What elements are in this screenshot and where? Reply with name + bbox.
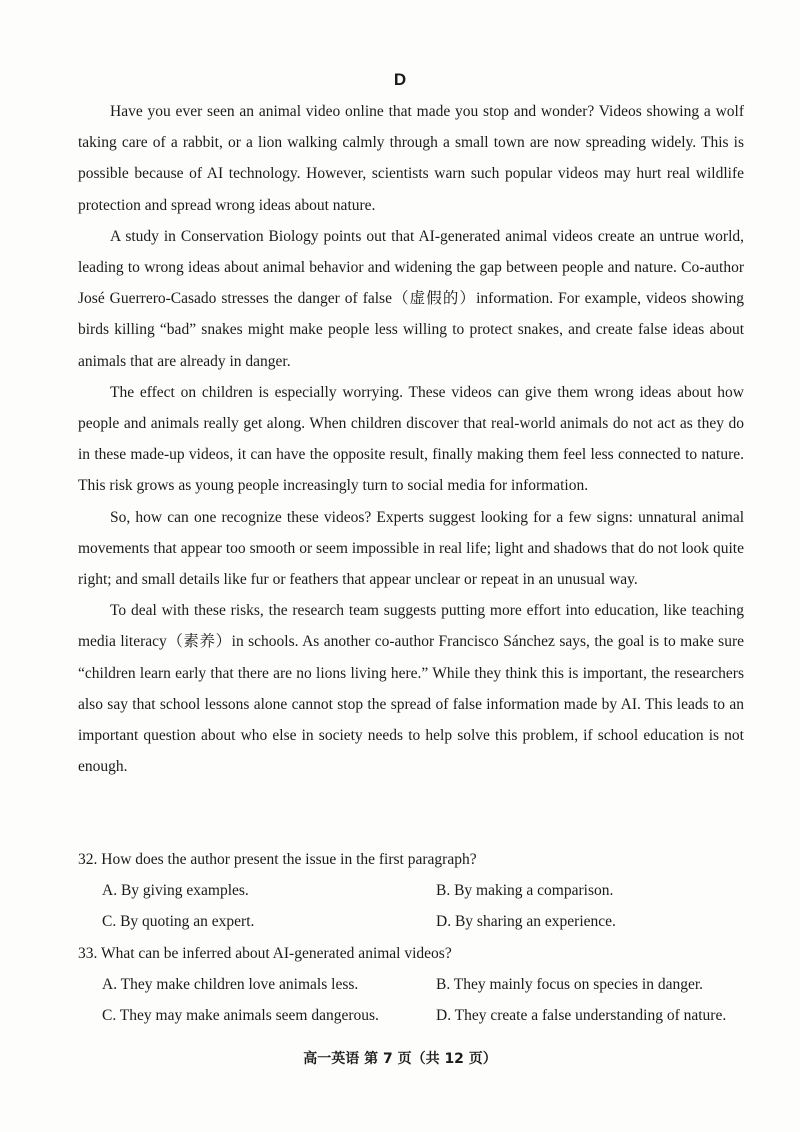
paragraph-2: A study in Conservation Biology points out that AI-generated animal videos create an untrue world, leading to wrong ideas about animal behavior and widening the gap between people and nature. Co-author José Guerrero-Casado stresses the danger of false（虚假的）information. For example, videos showing birds killing “bad” snakes might make people less willing to protect snakes, and create false ideas about animals that are already in danger.: [78, 227, 744, 370]
option-b: B. They mainly focus on species in danger.: [436, 975, 704, 993]
question-list: [78, 844, 758, 1031]
answer-options: [102, 875, 758, 937]
paragraph-1: Have you ever seen an animal video online that made you stop and wonder? Videos showing a wolf taking care of a rabbit, or a lion walking calmly through a small town are now spreading widely. This is possible because of AI technology. However, scientists warn such popular videos may hurt real wildlife protection and spread wrong ideas about nature.: [78, 103, 744, 214]
reading-passage: [78, 96, 744, 782]
paragraph-5: To deal with these risks, the research team suggests putting more effort into education, like teaching media literacy（素养）in schools. As another co-author Francisco Sánchez says, the goal is to make sure “children learn early that there are no lions living here.” While they think this is important, the researchers also say that school lessons alone cannot stop the spread of false information made by AI. This leads to an important question about who else in society needs to help solve this problem, if school education is not enough.: [78, 602, 744, 776]
question-stem: 32. How does the author present the issue in the first paragraph?: [78, 851, 477, 868]
answer-options: [102, 969, 758, 1031]
question-32: [78, 844, 758, 938]
option-b: B. By making a comparison.: [436, 882, 614, 900]
option-a: A. By giving examples.: [102, 882, 249, 900]
paragraph-3: The effect on children is especially worrying. These videos can give them wrong ideas about how people and animals really get along. When children discover that real-world animals do not act as they do in these made-up videos, it can have the opposite result, finally making them feel less connected to nature. This risk grows as young people increasingly turn to social media for information.: [78, 383, 744, 495]
option-c: C. By quoting an expert.: [102, 913, 255, 931]
section-letter: D: [393, 70, 407, 89]
paragraph-4: So, how can one recognize these videos? Experts suggest looking for a few signs: unnatural animal movements that appear too smooth or seem impossible in real life; light and shadows that do not look quite right; and small details like fur or feathers that appear unclear or repeat in an unusual way.: [78, 508, 744, 589]
option-a: A. They make children love animals less.: [102, 975, 359, 993]
question-stem: 33. What can be inferred about AI-generated animal videos?: [78, 944, 452, 962]
option-c: C. They may make animals seem dangerous.: [102, 1007, 379, 1025]
page-footer: 高一英语 第 7 页（共 12 页）: [303, 1051, 497, 1067]
option-d: D. By sharing an experience.: [436, 913, 616, 931]
option-d: D. They create a false understanding of nature.: [436, 1007, 727, 1025]
question-33: [78, 938, 758, 1032]
